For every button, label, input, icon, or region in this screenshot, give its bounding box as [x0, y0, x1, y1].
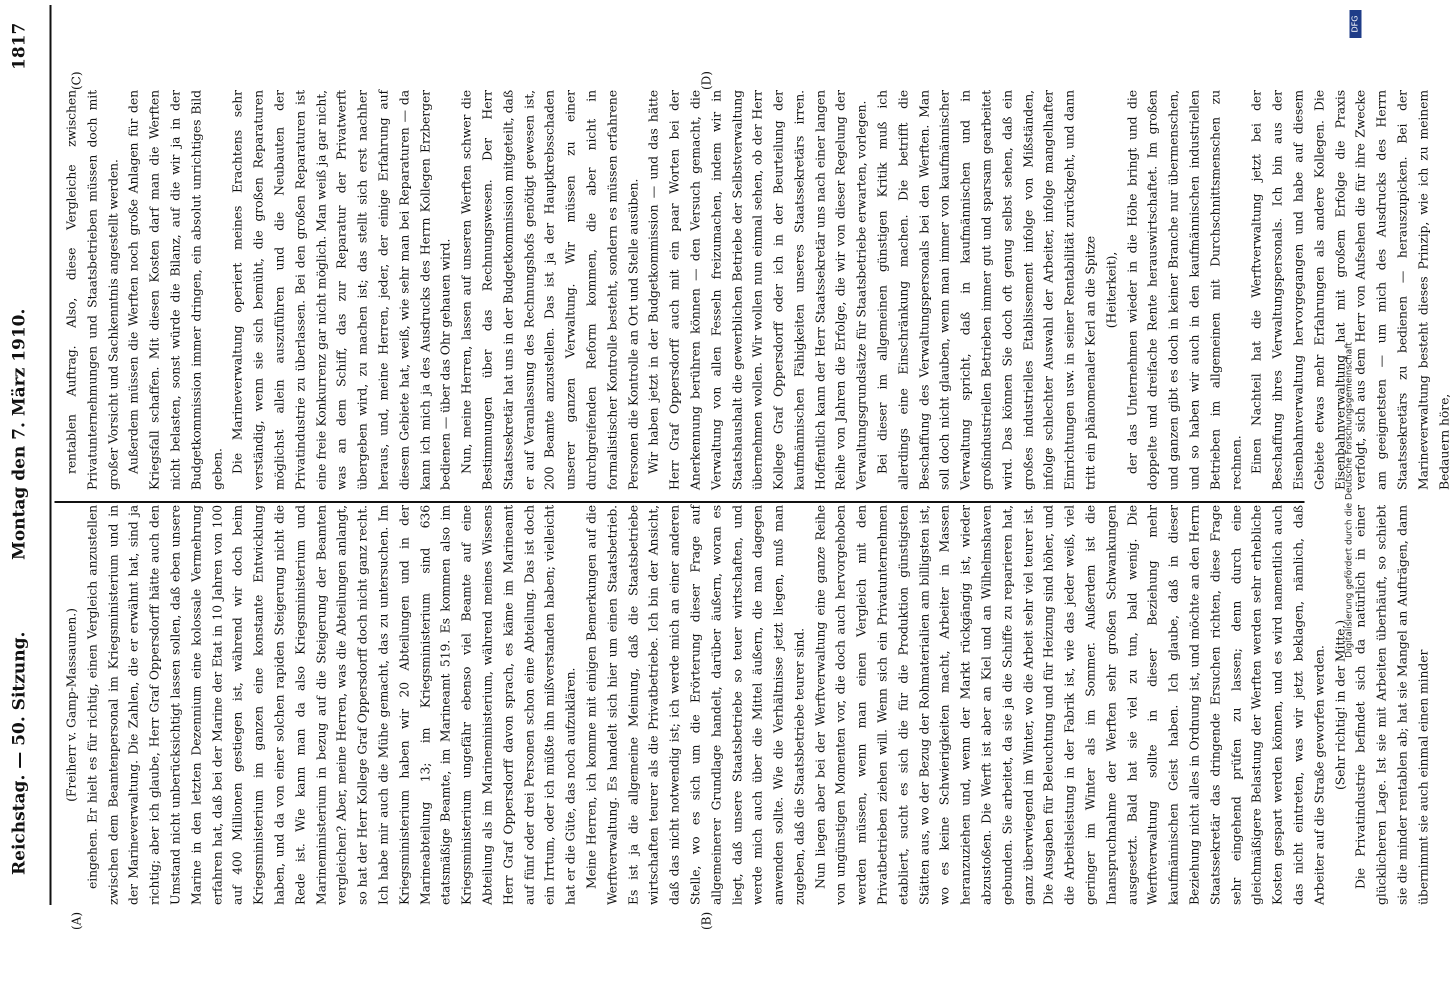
header-left: Reichstag. — 50. Sitzung. [9, 631, 30, 875]
paragraph: eingehen. Er hielt es für richtig, einen Vergleich anzustellen zwischen dem Beamtenpersonal im Kriegsministerium und in der Marineverwaltung. Die Zahlen, die er erwähnt hat, sind ja richtig; aber ich glaube, Herr Graf Oppersdorff hätte auch den Umstand nicht unberücksichtigt lassen sollen, daß eben unsere Marine in den letzten Dezennium eine kolossale Vermehrung erfahren hat, daß bei der Marine der Etat in 10 Jahren von 100 auf 400 Millionen gestiegen ist, während wir doch beim Kriegsministerium im ganzen eine konstante Entwicklung haben, und da von einer solchen rapiden Steigerung nicht die Rede ist. Wie kann man da also Kriegsministerium und Marineministerium in bezug auf die Steigerung der Beamten vergleichen? Aber, meine Herren, was die Abteilungen anlangt, so hat der Herr Kollege Graf Oppersdorff doch nicht ganz recht. Ich habe mir auch die Mühe gemacht, das zu untersuchen. Im Kriegsministerium haben wir 20 Abteilungen und in der Marineabteilung 13; im Kriegsministerium sind 636 etatsmäßige Beamte, im Marineamt 519. Es kommen also im Kriegsministerium ungefähr ebenso viel Beamte auf eine Abteilung als im Marineministerium, während meines Wissens Herr Graf Oppersdorff davon sprach, es käme im Marineamt auf fünf oder drei Personen schon eine Abteilung. Das ist doch ein Irrtum, oder ich müßte ihn mißverstanden haben; vielleicht hat er die Güte, das noch aufzuklären. [84, 505, 578, 905]
margin-mark-a: (A) [69, 911, 84, 930]
paragraph: Die Marineverwaltung operiert meines Erachtens sehr verständig, wenn sie sich bemüht, die großen Reparaturen möglichst allein auszuführen und die Neubauten der Privatindustrie zu überlassen. Bei den großen Reparaturen ist eine freie Konkurrenz gar nicht möglich. Man weiß ja gar nicht, was an dem Schiff, das zur Reparatur der Privatwerft übergeben wird, zu machen ist; das stellt sich erst nachher heraus, und, meine Herren, jeder, der einige Erfahrung auf diesem Gebiete hat, weiß, wie sehr man bei Reparaturen — da kann ich mich ja des Ausdrucks des Herrn Kollegen Erzberger bedienen — über das Ohr gehauen wird. [229, 90, 453, 490]
paragraph: Nun liegen aber bei der Werftverwaltung eine ganze Reihe von ungünstigen Momenten vor, die doch auch hervorgehoben werden müssen, wenn man einen Vergleich mit den Privatbetrieben ziehen will. Wenn sich ein Privatunternehmen etabliert, sucht es sich die für die Produktion günstigsten Stätten aus, wo der Bezug der Rohmaterialien am billigsten ist, wo es keine Schwierigkeiten macht, Arbeiter in Massen heranzuziehen und, wenn der Markt rückgängig ist, wieder abzustoßen. Die Werft ist aber an Kiel und an Wilhelmshaven gebunden. Sie arbeitet, da sie ja die Schiffe zu reparieren hat, ganz überwiegend im Winter, wo die Arbeit sehr viel teurer ist. Die Ausgaben für Beleuchtung und für Heizung sind höher, und die Arbeitsleistung in der Fabrik ist, wie das jeder weiß, viel geringer im Winter als im Sommer. Außerdem ist die Inanspruchnahme der Werften sehr großen Schwankungen ausgesetzt. Bald hat sie viel zu tun, bald wenig. Die Werftverwaltung sollte in dieser Beziehung mehr kaufmännischen Geist haben. Ich glaube, daß in dieser Beziehung nicht alles in Ordnung ist, und möchte an den Herrn Staatssekretär das dringende Ersuchen richten, diese Frage sehr eingehend prüfen zu lassen; denn durch eine gleichmäßigere Belastung der Werften werden sehr erhebliche Kosten gespart werden können, und es wird namentlich auch das nicht eintreten, was wir jetzt beklagen, nämlich, daß Arbeiter auf die Straße geworfen werden. [812, 505, 1327, 905]
paragraph: rentablen Auftrag. Also, diese Vergleiche zwischen Privatunternehmungen und Staatsbetrieben müssen doch mit großer Vorsicht und Sachkenntnis angestellt werden. [63, 90, 121, 490]
paragraph: Die Privatindustrie befindet sich da natürlich in einer glücklicheren Lage. Ist sie mit Arbeiten überhäuft, so schiebt sie die minder rentablen ab; hat sie Mangel an Aufträgen, dann übernimmt sie auch einmal einen minder [1352, 505, 1431, 905]
paragraph: Einen Nachteil hat die Werftverwaltung jetzt bei der Beschaffung ihres Verwaltungspersonals. Ich bin aus der Eisenbahnverwaltung hervorgegangen und habe auf diesem Gebiete etwas mehr Erfahrungen als andere Kollegen. Die Eisenbahnverwaltung hat mit großem Erfolge die Praxis verfolgt, sich aus dem Herr von Aufsehen die für ihre Zwecke am geeignetsten — um mich des Ausdrucks des Herrn Staatssekretärs zu bedienen — herauszupicken. Bei der Marineverwaltung besteht dieses Prinzip, wie ich zu meinem Bedauern höre, [1248, 90, 1452, 490]
right-column [62, 90, 1452, 490]
margin-mark-d: (D) [699, 71, 714, 90]
speaker-label: (Freiherr v. Gamp-Massaunen.) [63, 608, 79, 802]
interjection: (Heiterkeit), [1103, 251, 1119, 329]
margin-mark-b: (B) [699, 911, 714, 930]
header-date: Montag den 7. März 1910. [9, 308, 30, 560]
margin-mark-c: (C) [69, 71, 84, 90]
left-column [62, 505, 1431, 905]
interjection: (Sehr richtig! in der Mitte.) [1332, 620, 1348, 790]
paragraph: Nun, meine Herren, lassen auf unseren Werften schwer die Bestimmungen über das Rechnungswesen. Der Herr Staatssekretär hat uns in der Budgetkommission mitgeteilt, daß er auf Veranlassung des Rechnungshofs genötigt gewesen ist, 200 Beamte anzustellen. Das ist ja der Hauptkrebsschaden unserer ganzen Verwaltung. Wir müssen zu einer durchgreifenden Reform kommen, die aber nicht in formalistischer Kontrolle besteht, sondern es müssen erfahrene Personen die Kontrolle an Ort und Stelle ausüben. [458, 90, 641, 490]
paragraph: der das Unternehmen wieder in die Höhe bringt und die doppelte und dreifache Rente herauswirtschaftet. Im großen und ganzen gibt es doch in keiner Branche nur übermenschen, und so haben wir auch in den kaufmännischen industriellen Betrieben im allgemeinen mit Durchschnittsmenschen zu rechnen. [1124, 90, 1244, 490]
paragraph: Bei dieser im allgemeinen günstigen Kritik muß ich allerdings eine Einschränkung machen. Die betrifft die Beschaffung des Verwaltungspersonals bei den Werften. Man soll doch nicht glauben, wenn man immer von kaufmännischer Verwaltung spricht, daß in kaufmännischen und in großindustriellen Betrieben immer gut und sparsam gearbeitet wird. Das können Sie doch oft genug selbst sehen, daß ein großes industrielles Etablissement infolge von Mißständen, infolge schlechter Auswahl der Arbeiter, infolge mangelhafter Einrichtungen usw. in seiner Rentabilität zurückgeht, und dann tritt ein phänomenaler Kerl an die Spitze [874, 90, 1098, 490]
column-divider [55, 501, 1305, 503]
page-number: 1817 [9, 22, 30, 70]
digitization-credit: Digitalisierung gefördert durch die Deutsche Forschungsgemeinschaft [1344, 342, 1355, 658]
dfg-logo: DFG [1350, 10, 1362, 38]
paragraph: Meine Herren, ich komme mit einigen Bemerkungen auf die Werftverwaltung. Es handelt sich hier um einen Staatsbetrieb. Es ist ja die allgemeine Meinung, daß die Staatsbetriebe wirtschaften teurer als die Privatbetriebe. Ich bin der Ansicht, daß das nicht notwendig ist; ich werde mich an einer anderen Stelle, wo es sich um die Erörterung dieser Frage auf allgemeinerer Grundlage handelt, darüber äußern, woran es liegt, daß unsere Staatsbetriebe so teuer wirtschaften, und werde mich auch über die Mittel äußern, die man dagegen anwenden sollte. Wie die Verhältnisse jetzt liegen, muß man zugeben, daß die Staatsbetriebe teurer sind. [583, 505, 807, 905]
paragraph: Außerdem müssen die Werften noch große Anlagen für den Kriegsfall schaffen. Mit diesen Kosten darf man die Werften nicht belasten, sonst würde die Bilanz, auf die wir ja in der Budgetkommission immer dringen, ein absolut unrichtiges Bild geben. [125, 90, 225, 490]
header-rule [50, 5, 52, 905]
paragraph: Wir haben jetzt in der Budgetkommission — und das hätte Herr Graf Oppersdorff auch mit ein paar Worten bei der Anerkennung berühren können — den Versuch gemacht, die Verwaltung von allen Fesseln freizumachen, indem wir in Staatshaushalt die gewerblichen Betriebe der Selbstverwaltung übernehmen wollen. Wir wollen nun einmal sehen, ob der Herr Kollege Graf Oppersdorff oder ich in der Beurteilung der kaufmännischen Fähigkeiten unseres Staatssekretärs irren. Hoffentlich kann der Herr Staatssekretär uns nach einer langen Reihe von Jahren die Erfolge, die wir von dieser Regelung der Verwaltungsgrundsätze für Staatsbetriebe erwarten, vorlegen. [645, 90, 869, 490]
